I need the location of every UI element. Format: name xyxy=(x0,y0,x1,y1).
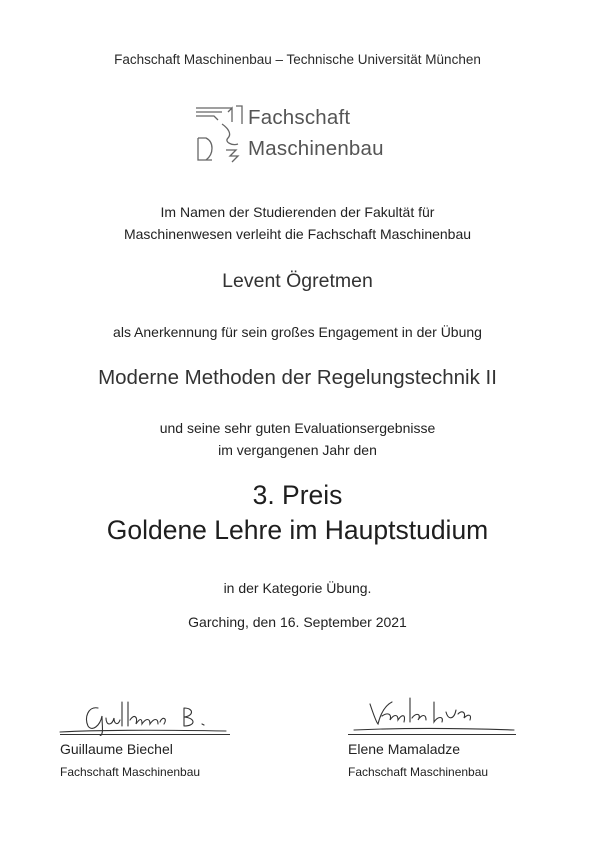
intro-line-1: Im Namen der Studierenden der Fakultät für xyxy=(160,204,435,220)
recognition-text: als Anerkennung für sein großes Engagement in der Übung xyxy=(113,324,482,340)
logo-line-1: Fachschaft xyxy=(248,106,351,129)
logo-line-2: Maschinenbau xyxy=(248,137,384,160)
signer-org-right: Fachschaft Maschinenbau xyxy=(348,765,489,779)
prize-title: Goldene Lehre im Hauptstudium xyxy=(106,515,489,545)
fachschaft-logo-icon xyxy=(192,104,246,164)
signer-org-left: Fachschaft Maschinenbau xyxy=(60,765,201,779)
evaluation-line-1: und seine sehr guten Evaluationsergebnisse xyxy=(159,420,436,436)
place-date: Garching, den 16. September 2021 xyxy=(188,614,407,630)
evaluation-line-2: im vergangenen Jahr den xyxy=(218,442,377,458)
prize-rank: 3. Preis xyxy=(252,480,343,510)
fachschaft-logo xyxy=(192,104,422,166)
category-text: in der Kategorie Übung. xyxy=(223,580,372,596)
handwritten-signature-right xyxy=(348,690,518,736)
course-title: Moderne Methoden der Regelungstechnik II xyxy=(98,366,497,389)
signer-name-left: Guillaume Biechel xyxy=(60,741,173,757)
header-text: Fachschaft Maschinenbau – Technische Universität München xyxy=(114,52,481,67)
recipient-name: Levent Ögretmen xyxy=(222,270,373,292)
signature-line-left xyxy=(60,734,230,735)
signer-name-right: Elene Mamaladze xyxy=(348,741,461,757)
handwritten-signature-left xyxy=(58,696,238,736)
intro-line-2: Maschinenwesen verleiht die Fachschaft Maschinenbau xyxy=(123,226,472,242)
signature-line-right xyxy=(348,734,516,735)
